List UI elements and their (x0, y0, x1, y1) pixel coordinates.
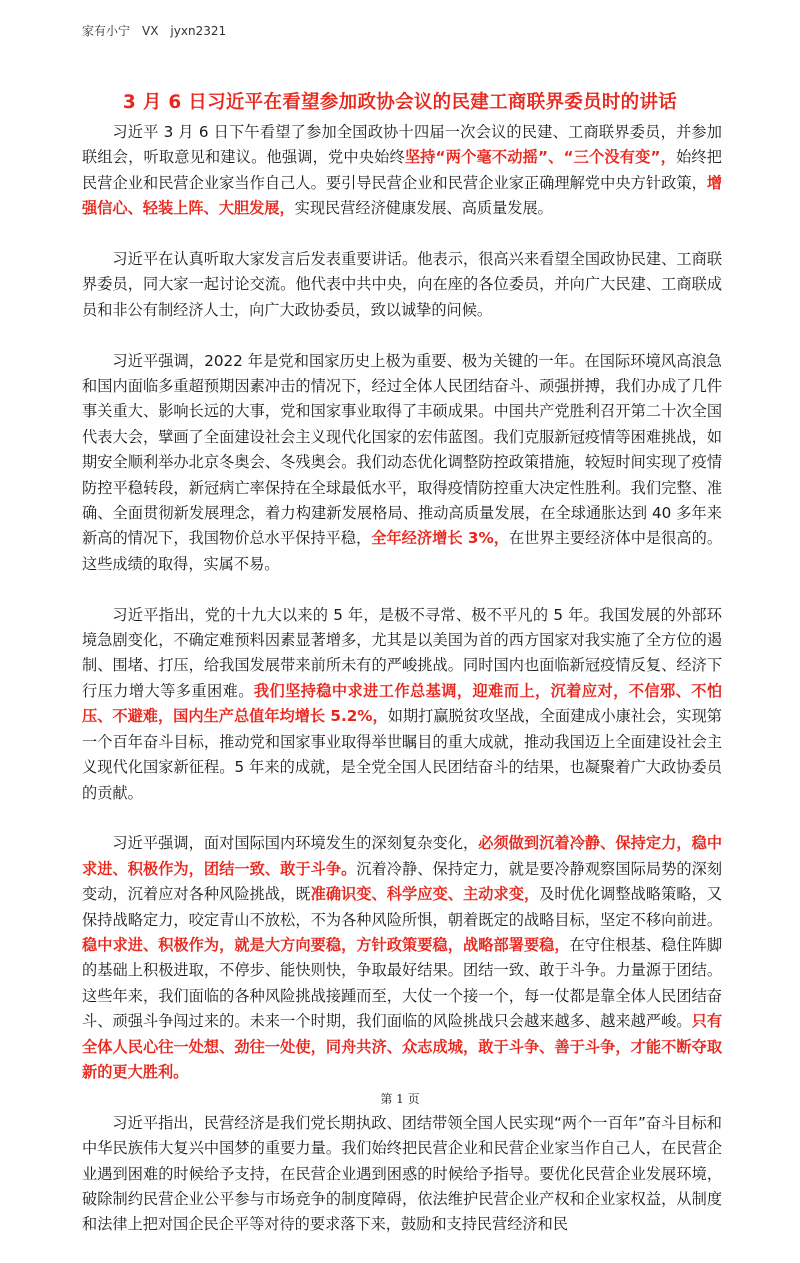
text-run: 在守住根基、稳住阵脚的基础上积极进取，不停步、能快则快，争取最好结果。团结一致、敢于斗争。力量源于团结。这些年来，我们面临的各种风险挑战接踵而至，大仗一个接一个，每一仗都是靠全体人民团结奋斗、顽强斗争闯过来的。未来一个时期，我们面临的风险挑战只会越来越多、越来越严峻。 (82, 935, 723, 1031)
highlighted-text: 我们坚持稳中求进工作总基调，迎难而上，沉着应对，不信邪、不怕压、不避难，国内生产总值年均增长 5.2%， (82, 681, 723, 726)
text-run: 如期打赢脱贫攻坚战，全面建成小康社会，实现第一个百年奋斗目标，推动党和国家事业取得举世瞩目的重大成就，推动我国迈上全面建设社会主义现代化国家新征程。5 年来的成就，是全党全国人民团结奋斗的结果，也凝聚着广大政协委员的贡献。 (82, 707, 722, 802)
page-header: 家有小宁 VX jyxn2321 (82, 24, 227, 38)
highlighted-text: 只有全体人民心往一处想、劲往一处使，同舟共济、众志成城，敢于斗争、善于斗争，才能不断夺取新的更大胜利。 (82, 1012, 723, 1081)
highlighted-text: 增强信心、轻装上阵、大胆发展， (82, 173, 722, 218)
paragraph (82, 349, 722, 578)
paragraph (82, 1111, 722, 1238)
text-run: 习近平强调，面对国际国内环境发生的深刻复杂变化， (112, 834, 479, 853)
highlighted-text: 准确识变、科学应变、主动求变， (310, 885, 540, 904)
page-number: 第 1 页 (380, 1092, 420, 1106)
paragraph (82, 831, 722, 1085)
text-run: 及时优化调整战略策略，又保持战略定力，咬定青山不放松，不为各种风险所惧，朝着既定的战略目标，坚定不移向前进。 (82, 885, 723, 929)
highlighted-text: 必须做到沉着冷静、保持定力，稳中求进、积极作为，团结一致、敢于斗争。 (82, 834, 723, 878)
text-run: 习近平指出，民营经济是我们党长期执政、团结带领全国人民实现“两个一百年”奋斗目标和中华民族伟大复兴中国梦的重要力量。我们始终把民营企业和民营企业家当作自己人，在民营企业遇到困难的时候给予支持，在民营企业遇到困惑的时候给予指导。要优化民营企业发展环境，破除制约民营企业公平参与市场竞争的制度障碍，依法维护民营企业产权和企业家权益，从制度和法律上把对国企民企平等对待的要求落下来，鼓励和支持民营经济和民 (82, 1113, 722, 1234)
paragraph (82, 247, 722, 323)
paragraph (82, 120, 722, 222)
text-run: 习近平指出，党的十九大以来的 5 年，是极不寻常、极不平凡的 5 年。我国发展的外部环境急剧变化，不确定难预料因素显著增多，尤其是以美国为首的西方国家对我实施了全方位的遏制、围堵、打压，给我国发展带来前所未有的严峻挑战。同时国内也面临新冠疫情反复、经济下行压力增大等多重困难。 (82, 605, 722, 700)
text-run: 在世界主要经济体中是很高的。这些成绩的取得，实属不易。 (82, 529, 723, 573)
paragraph (82, 603, 722, 806)
highlighted-text: 全年经济增长 3%， (371, 529, 509, 548)
text-run: 始终把民营企业和民营企业家当作自己人。要引导民营企业和民营企业家正确理解党中央方针政策， (82, 148, 722, 192)
text-run: 习近平强调，2022 年是党和国家历史上极为重要、极为关键的一年。在国际环境风高浪急和国内面临多重超预期因素冲击的情况下，经过全体人民团结奋斗、顽强拼搏，我们办成了几件事关重大、影响长远的大事，党和国家事业取得了丰硕成果。中国共产党胜利召开第二十次全国代表大会，擘画了全面建设社会主义现代化国家的宏伟蓝图。我们克服新冠疫情等困难挑战，如期安全顺利举办北京冬奥会、冬残奥会。我们动态优化调整防控政策措施，较短时间实现了疫情防控平稳转段，新冠病亡率保持在全球最低水平，取得疫情防控重大决定性胜利。我们完整、准确、全面贯彻新发展理念，着力构建新发展格局、推动高质量发展，在全球通胀达到 40 多年来新高的情况下，我国物价总水平保持平稳， (82, 351, 722, 548)
text-run: 沉着冷静、保持定力，就是要冷静观察国际局势的深刻变动，沉着应对各种风险挑战，既 (82, 859, 723, 904)
document-title: 3 月 6 日习近平在看望参加政协会议的民建工商联界委员时的讲话 (122, 92, 678, 113)
text-run: 习近平在认真听取大家发言后发表重要讲话。他表示，很高兴来看望全国政协民建、工商联界委员，同大家一起讨论交流。他代表中共中央，向在座的各位委员，并向广大民建、工商联成员和非公有制经济人士，向广大政协委员，致以诚挚的问候。 (82, 250, 722, 319)
highlighted-text: 稳中求进、积极作为，就是大方向要稳，方针政策要稳，战略部署要稳， (82, 935, 570, 954)
text-run: 实现民营经济健康发展、高质量发展。 (294, 199, 553, 218)
text-run: 习近平 3 月 6 日下午看望了参加全国政协十四届一次会议的民建、工商联界委员，并参加联组会，听取意见和建议。他强调，党中央始终 (82, 123, 722, 167)
highlighted-text: 坚持“两个毫不动摇”、“三个没有变”， (404, 148, 677, 167)
